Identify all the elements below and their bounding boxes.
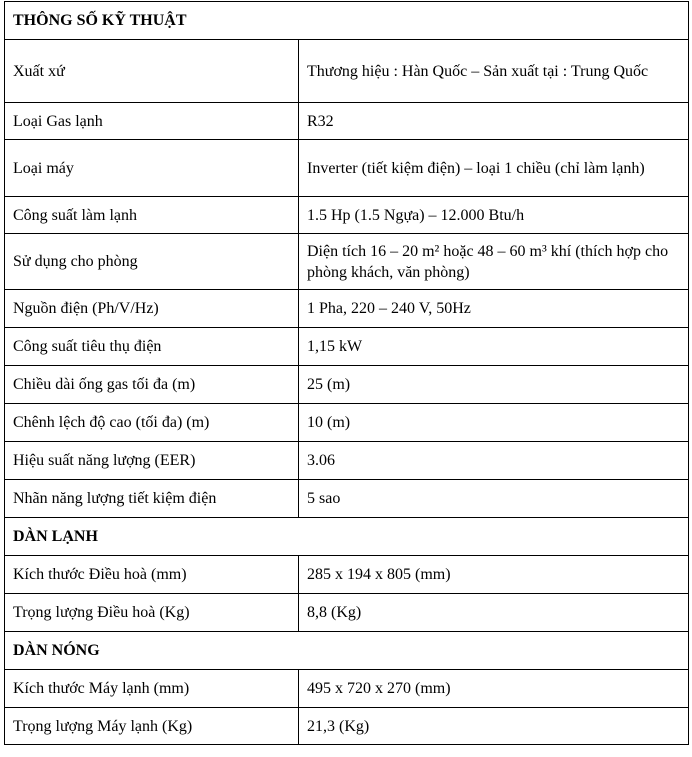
spec-row <box>5 328 689 366</box>
spec-row <box>5 290 689 328</box>
spec-label: Công suất tiêu thụ điện <box>5 328 299 366</box>
spec-row <box>5 197 689 234</box>
spec-value: 5 sao <box>299 480 689 518</box>
spec-value: 10 (m) <box>299 404 689 442</box>
section-row-indoor <box>5 518 689 556</box>
spec-label: Công suất làm lạnh <box>5 197 299 234</box>
section-title-indoor: DÀN LẠNH <box>5 518 689 556</box>
spec-label: Trọng lượng Điều hoà (Kg) <box>5 594 299 632</box>
spec-row <box>5 480 689 518</box>
spec-label: Trọng lượng Máy lạnh (Kg) <box>5 708 299 745</box>
title-row <box>5 2 689 40</box>
spec-value: R32 <box>299 103 689 140</box>
spec-label: Sử dụng cho phòng <box>5 234 299 290</box>
spec-value: Inverter (tiết kiệm điện) – loại 1 chiều (chỉ làm lạnh) <box>299 140 689 197</box>
spec-row <box>5 366 689 404</box>
spec-value: 285 x 194 x 805 (mm) <box>299 556 689 594</box>
spec-row <box>5 103 689 140</box>
spec-label: Nhãn năng lượng tiết kiệm điện <box>5 480 299 518</box>
spec-row <box>5 708 689 745</box>
spec-label: Loại Gas lạnh <box>5 103 299 140</box>
spec-label: Loại máy <box>5 140 299 197</box>
spec-row <box>5 556 689 594</box>
spec-value: 3.06 <box>299 442 689 480</box>
spec-value: 1,15 kW <box>299 328 689 366</box>
spec-value: 495 x 720 x 270 (mm) <box>299 670 689 708</box>
section-row-outdoor <box>5 632 689 670</box>
spec-value: 25 (m) <box>299 366 689 404</box>
spec-label: Kích thước Điều hoà (mm) <box>5 556 299 594</box>
spec-value: Thương hiệu : Hàn Quốc – Sản xuất tại : Trung Quốc <box>299 40 689 103</box>
spec-row <box>5 442 689 480</box>
spec-row <box>5 404 689 442</box>
spec-row <box>5 234 689 290</box>
spec-label: Nguồn điện (Ph/V/Hz) <box>5 290 299 328</box>
spec-value: 21,3 (Kg) <box>299 708 689 745</box>
spec-label: Hiệu suất năng lượng (EER) <box>5 442 299 480</box>
spec-row <box>5 670 689 708</box>
section-title-outdoor: DÀN NÓNG <box>5 632 689 670</box>
spec-table <box>4 1 689 745</box>
spec-title: THÔNG SỐ KỸ THUẬT <box>5 2 689 40</box>
spec-label: Chênh lệch độ cao (tối đa) (m) <box>5 404 299 442</box>
spec-row <box>5 594 689 632</box>
spec-value: 1 Pha, 220 – 240 V, 50Hz <box>299 290 689 328</box>
spec-row <box>5 140 689 197</box>
spec-value: 1.5 Hp (1.5 Ngựa) – 12.000 Btu/h <box>299 197 689 234</box>
spec-row <box>5 40 689 103</box>
spec-value: 8,8 (Kg) <box>299 594 689 632</box>
spec-label: Chiều dài ống gas tối đa (m) <box>5 366 299 404</box>
spec-value: Diện tích 16 – 20 m² hoặc 48 – 60 m³ khí (thích hợp cho phòng khách, văn phòng) <box>299 234 689 290</box>
spec-label: Xuất xứ <box>5 40 299 103</box>
spec-label: Kích thước Máy lạnh (mm) <box>5 670 299 708</box>
